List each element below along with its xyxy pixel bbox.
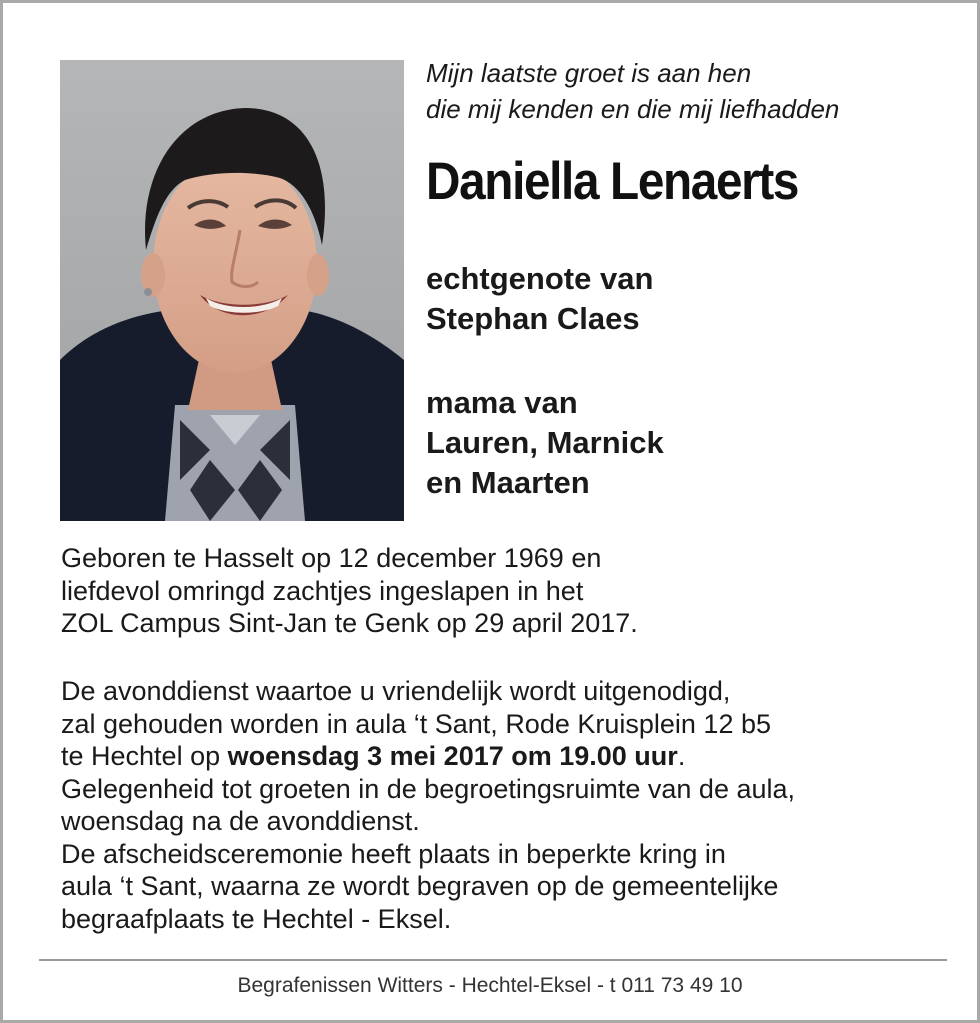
birth-line-3: ZOL Campus Sint-Jan te Genk op 29 april 2017. xyxy=(61,608,638,638)
service-line-8: begraafplaats te Hechtel - Eksel. xyxy=(61,903,452,934)
children-block xyxy=(426,383,966,503)
service-line-3-suffix: . xyxy=(677,741,686,771)
spouse-label: echtgenote van xyxy=(426,261,654,296)
service-date-time: woensdag 3 mei 2017 om 19.00 uur xyxy=(227,741,678,771)
service-line-3 xyxy=(61,740,961,773)
service-line-6: De afscheidsceremonie heeft plaats in beperkte kring in xyxy=(61,838,726,869)
birth-line-2: liefdevol omringd zachtjes ingeslapen in het xyxy=(61,575,584,606)
service-paragraph xyxy=(61,675,961,935)
portrait-photo xyxy=(60,60,404,521)
service-line-4: Gelegenheid tot groeten in de begroetingsruimte van de aula, xyxy=(61,773,796,804)
birth-paragraph xyxy=(61,542,961,640)
service-line-7: aula ‘t Sant, waarna ze wordt begraven op de gemeentelijke xyxy=(61,871,779,901)
service-line-3-prefix: te Hechtel op xyxy=(61,741,228,771)
service-line-1: De avonddienst waartoe u vriendelijk wordt uitgenodigd, xyxy=(61,676,731,706)
deceased-name: Daniella Lenaerts xyxy=(426,152,799,211)
quote-line-2: die mij kenden en die mij liefhadden xyxy=(426,94,840,124)
portrait-illustration xyxy=(60,60,404,521)
birth-line-1: Geboren te Hasselt op 12 december 1969 en xyxy=(61,543,602,573)
spouse-block xyxy=(426,259,966,339)
service-line-2: zal gehouden worden in aula ‘t Sant, Rode Kruisplein 12 b5 xyxy=(61,708,771,739)
spouse-name: Stephan Claes xyxy=(426,301,640,336)
quote-line-1: Mijn laatste groet is aan hen xyxy=(426,58,752,88)
service-line-5: woensdag na de avonddienst. xyxy=(61,806,420,836)
memorial-quote xyxy=(426,55,966,127)
children-label: mama van xyxy=(426,385,578,420)
children-line-1: Lauren, Marnick xyxy=(426,425,664,460)
funeral-home-footer: Begrafenissen Witters - Hechtel-Eksel - t 011 73 49 10 xyxy=(237,974,743,997)
children-line-2: en Maarten xyxy=(426,465,590,500)
footer-divider xyxy=(39,959,947,961)
